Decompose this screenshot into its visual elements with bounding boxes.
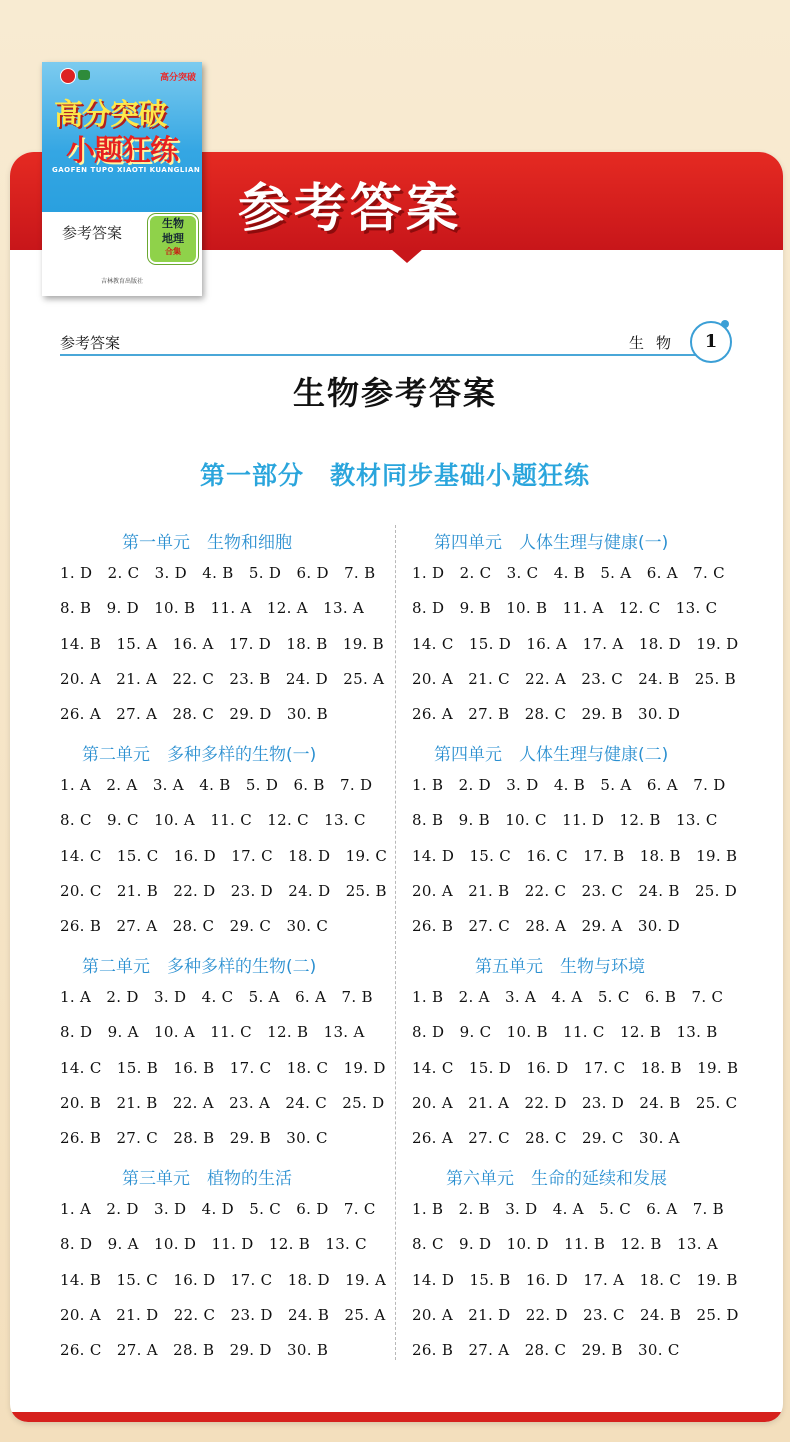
answer-row: 1. B 2. D 3. D 4. B 5. A 6. A 7. D — [412, 776, 726, 794]
banner-notch — [391, 249, 423, 263]
badge-line2: 地理 — [162, 232, 184, 245]
answer-row: 14. C 15. B 16. B 17. C 18. C 19. D — [60, 1058, 386, 1077]
unit-title: 第四单元 人体生理与健康(二) — [434, 745, 669, 765]
answer-row: 8. C 9. D 10. D 11. B 12. B 13. A — [412, 1235, 718, 1254]
answer-row: 20. A 21. D 22. D 23. C 24. B 25. D — [412, 1305, 739, 1324]
answer-row: 1. D 2. C 3. C 4. B 5. A 6. A 7. C — [412, 564, 725, 582]
answer-row: 8. B 9. B 10. C 11. D 12. B 13. C — [412, 811, 718, 830]
cover-title-line2: 小题狂练 — [66, 133, 179, 167]
answer-row: 26. A 27. A 28. C 29. D 30. B — [60, 705, 329, 724]
answer-row: 26. B 27. C 28. B 29. B 30. C — [60, 1129, 328, 1148]
unit-title: 第一单元 生物和细胞 — [122, 533, 292, 553]
answer-row: 1. B 2. B 3. D 4. A 5. C 6. A 7. B — [412, 1200, 724, 1218]
cover-brand: 高分突破 — [159, 73, 196, 83]
bottom-red-border — [10, 1412, 783, 1422]
answer-row: 1. A 2. D 3. D 4. D 5. C 6. D 7. C — [60, 1200, 376, 1218]
page-number: 1 — [690, 321, 732, 363]
main-title: 生物参考答案 — [292, 374, 497, 412]
answer-row: 8. D 9. C 10. B 11. C 12. B 13. B — [412, 1023, 718, 1042]
answer-row: 20. A 21. D 22. C 23. D 24. B 25. A — [60, 1305, 386, 1324]
cover-title-line1: 高分突破 — [54, 97, 167, 131]
cover-pinyin: GAOFEN TUPO XIAOTI KUANGLIAN — [52, 166, 201, 174]
answer-row: 14. D 15. C 16. C 17. B 18. B 19. B — [412, 846, 738, 865]
answer-row: 20. A 21. C 22. A 23. C 24. B 25. B — [412, 669, 736, 688]
answer-row: 26. A 27. C 28. C 29. C 30. A — [412, 1129, 680, 1148]
cover-publisher: 吉林教育出版社 — [100, 278, 143, 285]
part-title: 第一部分 教材同步基础小题狂练 — [199, 461, 590, 490]
running-header-left: 参考答案 — [60, 334, 121, 352]
answer-row: 8. D 9. A 10. D 11. D 12. B 13. C — [60, 1235, 367, 1254]
answer-row: 26. A 27. B 28. C 29. B 30. D — [412, 705, 681, 724]
series-logo-icon — [78, 70, 90, 80]
banner-title: 参考答案 — [238, 178, 463, 239]
unit-title: 第二单元 多种多样的生物(二) — [82, 957, 317, 977]
answer-row: 1. A 2. D 3. D 4. C 5. A 6. A 7. B — [60, 988, 373, 1006]
cover-label: 参考答案 — [62, 224, 123, 242]
answer-row: 14. B 15. C 16. D 17. C 18. D 19. A — [60, 1270, 387, 1289]
answer-row: 26. B 27. A 28. C 29. C 30. C — [60, 917, 329, 936]
answer-row: 14. C 15. D 16. D 17. C 18. B 19. B — [412, 1058, 739, 1077]
column-divider — [395, 525, 396, 1360]
answer-row: 14. D 15. B 16. D 17. A 18. C 19. B — [412, 1270, 738, 1289]
answer-row: 14. C 15. C 16. D 17. C 18. D 19. C — [60, 846, 388, 865]
unit-title: 第四单元 人体生理与健康(一) — [434, 533, 669, 553]
answer-row: 26. B 27. C 28. A 29. A 30. D — [412, 917, 681, 936]
answer-row: 20. A 21. B 22. C 23. C 24. B 25. D — [412, 881, 738, 900]
header-rule — [60, 354, 706, 356]
cover-subject-badge — [148, 214, 198, 264]
answer-row: 8. C 9. C 10. A 11. C 12. C 13. C — [60, 811, 366, 830]
unit-title: 第三单元 植物的生活 — [122, 1169, 292, 1189]
answer-row: 14. B 15. A 16. A 17. D 18. B 19. B — [60, 634, 384, 653]
unit-title: 第二单元 多种多样的生物(一) — [82, 745, 317, 765]
answer-row: 26. C 27. A 28. B 29. D 30. B — [60, 1341, 329, 1360]
answer-row: 26. B 27. A 28. C 29. B 30. C — [412, 1341, 680, 1360]
unit-title: 第六单元 生命的延续和发展 — [446, 1169, 667, 1189]
answer-row: 8. D 9. B 10. B 11. A 12. C 13. C — [412, 599, 718, 618]
badge-line3: 合集 — [165, 247, 181, 256]
answer-row: 20. A 21. A 22. C 23. B 24. D 25. A — [60, 669, 385, 688]
answer-row: 20. B 21. B 22. A 23. A 24. C 25. D — [60, 1093, 385, 1112]
answer-row: 20. A 21. A 22. D 23. D 24. B 25. C — [412, 1093, 738, 1112]
badge-line1: 生物 — [162, 217, 184, 230]
publisher-logo-icon — [60, 68, 76, 84]
unit-title: 第五单元 生物与环境 — [475, 957, 645, 977]
book-cover-image — [42, 62, 202, 296]
answer-row: 8. B 9. D 10. B 11. A 12. A 13. A — [60, 599, 365, 618]
answer-row: 1. A 2. A 3. A 4. B 5. D 6. B 7. D — [60, 776, 373, 794]
running-header-right: 生物 — [629, 334, 684, 352]
answer-row: 1. D 2. C 3. D 4. B 5. D 6. D 7. B — [60, 564, 376, 582]
answer-row: 14. C 15. D 16. A 17. A 18. D 19. D — [412, 634, 739, 653]
answer-row: 1. B 2. A 3. A 4. A 5. C 6. B 7. C — [412, 988, 724, 1006]
answer-row: 20. C 21. B 22. D 23. D 24. D 25. B — [60, 881, 387, 900]
answer-row: 8. D 9. A 10. A 11. C 12. B 13. A — [60, 1023, 365, 1042]
